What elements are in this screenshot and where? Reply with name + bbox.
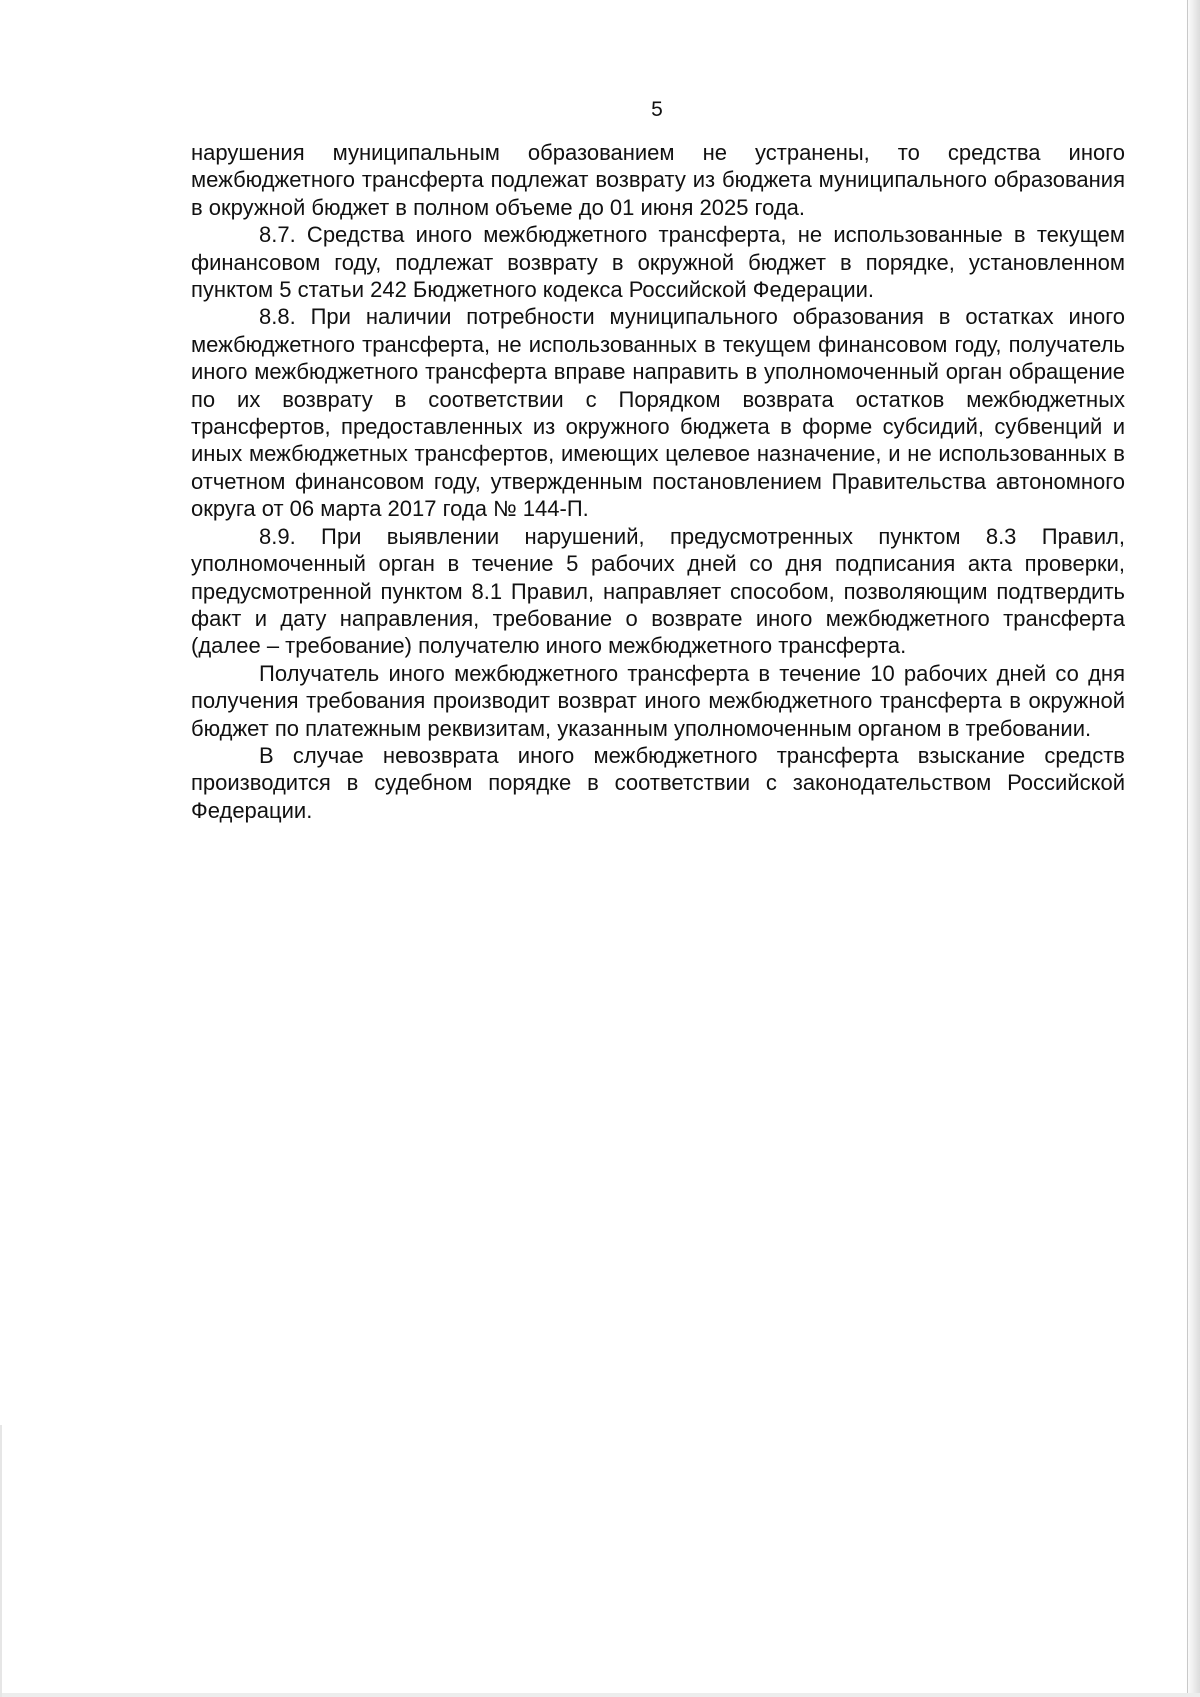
paragraph-court-recovery: В случае невозврата иного межбюджетного трансферта взыскание средств производится в судебном порядке в соответствии с законодательством Российской Федерации. — [191, 742, 1125, 823]
page-number: 5 — [651, 98, 663, 121]
paragraph-continuation: нарушения муниципальным образованием не устранены, то средства иного межбюджетного трансферта подлежат возврату из бюджета муниципального образования в окружной бюджет в полном объеме до 01 июня 2025 года. — [191, 140, 1125, 220]
scan-edge-right — [1186, 0, 1200, 1697]
scan-edge-left — [0, 1425, 2, 1697]
paragraph-8-7: 8.7. Средства иного межбюджетного трансферта, не использованные в текущем финансовом году, подлежат возврату в окружной бюджет в порядке, установленном пунктом 5 статьи 242 Бюджетного кодекса Российской Федерации. — [191, 222, 1125, 303]
scan-line-right — [1187, 0, 1188, 1697]
scan-edge-bottom — [0, 1693, 1200, 1697]
paragraph-8-8: 8.8. При наличии потребности муниципального образования в остатках иного межбюджетного трансферта, не использованных в текущем финансовом году, получатель иного межбюджетного трансферта вправе направить в уполномоченный орган обращение по их возврату в соответствии с Порядком возврата остатков межбюджетных трансфертов, предоставленных из окружного бюджета в форме субсидий, субвенций и иных межбюджетных трансфертов, имеющих целевое назначение, и не использованных в отчетном финансовом году, утвержденным постановлением Правительства автономного округа от 06 марта 2017 года № 144-П. — [191, 304, 1125, 522]
paragraph-8-9: 8.9. При выявлении нарушений, предусмотренных пунктом 8.3 Правил, уполномоченный орган в течение 5 рабочих дней со дня подписания акта проверки, предусмотренной пунктом 8.1 Правил, направляет способом, позволяющим подтвердить факт и дату направления, требование о возврате иного межбюджетного трансферта (далее – требование) получателю иного межбюджетного трансферта. — [191, 523, 1125, 659]
paragraph-refund-procedure: Получатель иного межбюджетного трансферта в течение 10 рабочих дней со дня получения требования производит возврат иного межбюджетного трансферта в окружной бюджет по платежным реквизитам, указанным уполномоченным органом в требовании. — [191, 660, 1125, 741]
document-body — [191, 139, 1125, 824]
